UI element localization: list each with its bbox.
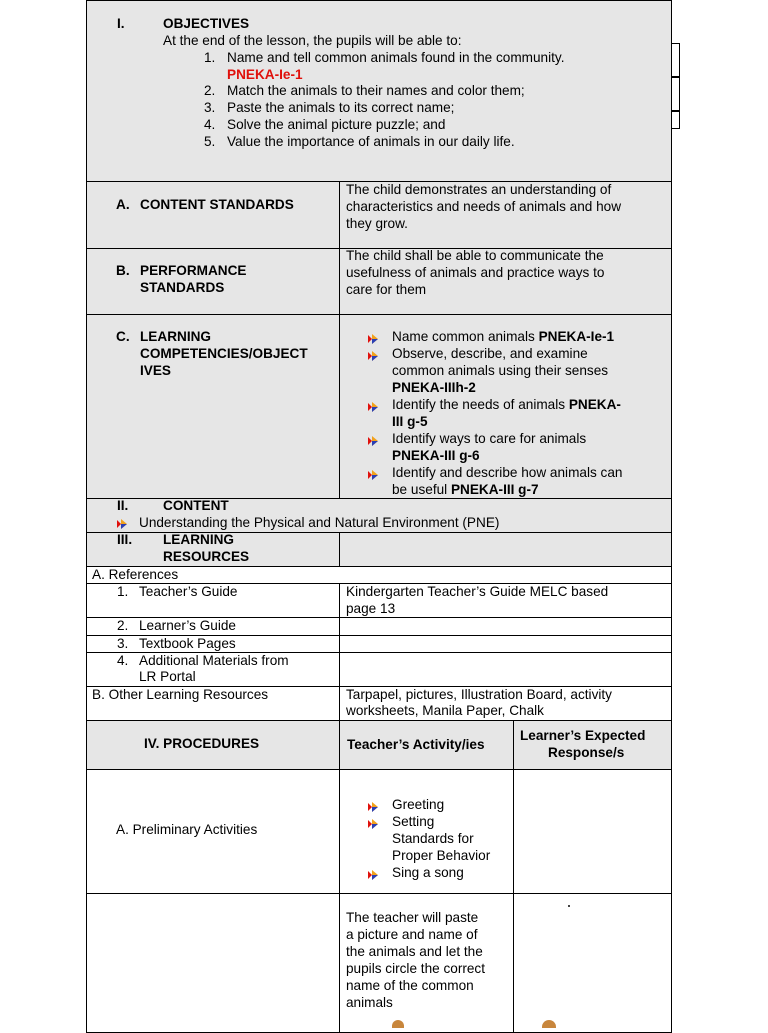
content-standards-line: characteristics and needs of animals and how (346, 199, 622, 214)
resource-label-cell (86, 617, 340, 636)
learner-response-header (513, 720, 672, 770)
references-label: A. References (92, 567, 179, 582)
other-resources-label-cell (86, 686, 340, 721)
competency-text: be useful PNEKA-III g-7 (392, 482, 539, 497)
competency-code: PNEKA- (568, 397, 621, 412)
content-standards-value-cell (339, 181, 672, 249)
objective-num: 4. (204, 117, 216, 132)
arrow-bullet-icon (367, 350, 379, 362)
resources-heading: LEARNING (163, 532, 234, 547)
competency-text: Identify ways to care for animals (392, 431, 587, 446)
procedures-heading: IV. PROCEDURES (144, 736, 260, 751)
competency-code: PNEKA-III g-7 (450, 482, 539, 497)
teacher-activity-header (339, 720, 514, 770)
competency-text: Identify and describe how animals can (392, 465, 623, 480)
content-standards-line: The child demonstrates an understanding of (346, 182, 612, 197)
resource-value-cell (339, 583, 672, 618)
arrow-bullet-icon (367, 801, 379, 813)
competency-code: III g-5 (392, 414, 428, 429)
performance-standards-letter: B. (116, 263, 130, 278)
resource-num: 2. (117, 618, 129, 633)
objective-num: 5. (204, 134, 216, 149)
objectives-section (86, 0, 672, 182)
other-resources-value: Tarpapel, pictures, Illustration Board, activity (346, 687, 612, 702)
competencies-label: LEARNING (140, 329, 211, 344)
procedures-heading-cell (86, 720, 340, 770)
preliminary-label: A. Preliminary Activities (116, 822, 258, 837)
arrow-bullet-icon (367, 869, 379, 881)
resource-label: LR Portal (139, 669, 196, 684)
resource-num: 4. (117, 653, 129, 668)
performance-standards-value-cell (339, 248, 672, 315)
resource-label: Additional Materials from (139, 653, 289, 668)
content-section (86, 498, 672, 533)
competencies-label-cell (86, 314, 340, 499)
activity-teacher-cell (339, 893, 514, 1033)
objective-text: Match the animals to their names and color them; (227, 83, 525, 98)
activity-line: animals (346, 995, 393, 1010)
objective-num: 2. (204, 83, 216, 98)
preliminary-item: Standards for (392, 831, 474, 846)
resources-heading-value-cell (339, 532, 672, 567)
resource-num: 1. (117, 584, 129, 599)
activity-line: a picture and name of (346, 927, 478, 942)
objective-text: Name and tell common animals found in the community. (227, 50, 565, 65)
performance-standards-line: The child shall be able to communicate the (346, 248, 604, 263)
resource-label-cell (86, 635, 340, 653)
competencies-letter: C. (116, 329, 130, 344)
objective-num: 3. (204, 100, 216, 115)
objective-text: Solve the animal picture puzzle; and (227, 117, 446, 132)
activity-learner-cell (513, 893, 672, 1033)
objectives-numeral: I. (117, 16, 125, 31)
competency-text: common animals using their senses (392, 363, 609, 378)
arrow-bullet-icon (367, 818, 379, 830)
resources-heading-cell (86, 532, 340, 567)
resource-label-cell (86, 583, 340, 618)
competency-text: Name common animals PNEKA-Ie-1 (392, 329, 615, 344)
content-numeral: II. (117, 498, 129, 513)
content-standards-label: CONTENT STANDARDS (140, 197, 294, 212)
activity-line: The teacher will paste (346, 910, 479, 925)
performance-standards-line: usefulness of animals and practice ways to (346, 265, 605, 280)
objectives-intro: At the end of the lesson, the pupils will be able to: (163, 33, 462, 48)
arrow-bullet-icon (367, 333, 379, 345)
content-heading: CONTENT (163, 498, 229, 513)
competency-code: PNEKA-Ie-1 (538, 329, 615, 344)
side-mark (672, 43, 680, 77)
preliminary-teacher-cell (339, 769, 514, 894)
other-resources-value: worksheets, Manila Paper, Chalk (346, 703, 544, 718)
lesson-plan-table (86, 0, 672, 1024)
learner-response-label: Learner’s Expected (520, 728, 646, 743)
content-standards-letter: A. (116, 197, 130, 212)
competencies-value-cell (339, 314, 672, 499)
activity-line: pupils circle the correct (346, 961, 486, 976)
preliminary-learner-cell (513, 769, 672, 894)
animal-picture-fragment (392, 1020, 404, 1028)
activity-line: name of the common (346, 978, 474, 993)
performance-standards-line: care for them (346, 282, 427, 297)
content-standards-line: they grow. (346, 216, 408, 231)
preliminary-item: Sing a song (392, 865, 464, 880)
resource-value: Kindergarten Teacher’s Guide MELC based (346, 584, 609, 599)
side-mark (672, 111, 680, 129)
other-resources-value-cell (339, 686, 672, 721)
arrow-bullet-icon (116, 518, 128, 530)
objectives-heading: OBJECTIVES (163, 16, 250, 31)
competency-text: Observe, describe, and examine (392, 346, 588, 361)
preliminary-label-cell (86, 769, 340, 894)
performance-standards-label: PERFORMANCE (140, 263, 247, 278)
other-resources-label: B. Other Learning Resources (92, 687, 269, 702)
activity-label-cell (86, 893, 340, 1033)
resource-num: 3. (117, 636, 129, 651)
resource-value-cell (339, 652, 672, 687)
arrow-bullet-icon (367, 469, 379, 481)
performance-standards-label: STANDARDS (140, 280, 225, 295)
performance-standards-label-cell (86, 248, 340, 315)
resource-label: Learner’s Guide (139, 618, 236, 633)
competency-code: PNEKA-III g-6 (392, 448, 480, 463)
activity-line: the animals and let the (346, 944, 483, 959)
preliminary-item: Setting (392, 814, 435, 829)
side-mark (672, 77, 680, 111)
preliminary-item: Greeting (392, 797, 445, 812)
competencies-label: COMPETENCIES/OBJECT (140, 346, 308, 361)
objective-text: Value the importance of animals in our daily life. (227, 134, 515, 149)
content-standards-label-cell (86, 181, 340, 249)
arrow-bullet-icon (367, 401, 379, 413)
resource-label: Textbook Pages (139, 636, 236, 651)
objective-num: 1. (204, 50, 216, 65)
animal-picture-fragment (542, 1020, 556, 1028)
objective-code: PNEKA-Ie-1 (227, 67, 303, 82)
teacher-activity-label: Teacher’s Activity/ies (347, 737, 485, 752)
competency-text: Identify the needs of animals PNEKA- (392, 397, 621, 412)
references-row (86, 566, 672, 584)
preliminary-item: Proper Behavior (392, 848, 491, 863)
resource-label: Teacher’s Guide (139, 584, 238, 599)
resources-numeral: III. (117, 532, 133, 547)
objective-text: Paste the animals to its correct name; (227, 100, 455, 115)
dot-mark (568, 905, 570, 907)
resource-value-cell (339, 617, 672, 636)
resource-value-cell (339, 635, 672, 653)
resource-value: page 13 (346, 601, 396, 616)
content-item: Understanding the Physical and Natural Environment (PNE) (139, 515, 500, 530)
resource-label-cell (86, 652, 340, 687)
learner-response-label: Response/s (548, 745, 625, 760)
competencies-label: IVES (140, 363, 171, 378)
resources-heading: RESOURCES (163, 549, 250, 564)
competency-code: PNEKA-IIIh-2 (392, 380, 476, 395)
arrow-bullet-icon (367, 435, 379, 447)
